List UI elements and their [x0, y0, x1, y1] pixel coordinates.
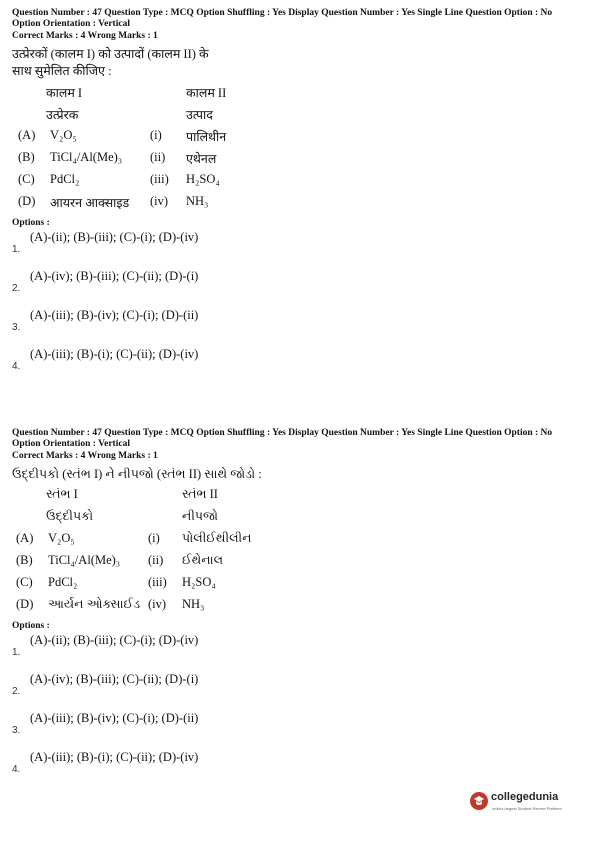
option-text: (A)-(iii); (B)-(i); (C)-(ii); (D)-(iv): [30, 347, 199, 361]
option-2[interactable]: [12, 670, 583, 709]
option-1[interactable]: [12, 631, 583, 670]
option-text: (A)-(iii); (B)-(i); (C)-(ii); (D)-(iv): [30, 750, 199, 764]
column-1-subtitle: ઉદ્દીપકો: [46, 509, 94, 523]
row-catalyst: TiCl₄/Al(Me)₃: [48, 553, 121, 567]
row-label: (D): [18, 194, 36, 208]
question-block-hindi: [12, 8, 583, 384]
row-label: (D): [16, 597, 34, 611]
row-label: (A): [18, 128, 36, 142]
row-roman-label: (i): [150, 128, 162, 142]
options-list: [12, 631, 583, 787]
question-text-line-1: उत्प्रेरकों (कालम I) को उत्पादों (कालम II) के: [12, 47, 209, 61]
option-number: 4.: [12, 764, 21, 775]
option-1[interactable]: [12, 228, 583, 267]
row-product: H₂SO₄: [186, 172, 220, 186]
collegedunia-logo-icon: [469, 791, 489, 811]
question-text: [12, 46, 583, 80]
option-number: 2.: [12, 686, 21, 697]
column-2-subtitle: उत्पाद: [186, 108, 213, 122]
row-label: (B): [16, 553, 33, 567]
option-text: (A)-(iv); (B)-(iii); (C)-(ii); (D)-(i): [30, 672, 199, 686]
row-product: NH₃: [182, 597, 205, 611]
row-product: NH₃: [186, 194, 209, 208]
match-table-last-row: [12, 194, 583, 214]
row-label: (C): [16, 575, 33, 589]
match-table: [12, 82, 583, 194]
match-table: [12, 485, 583, 597]
options-label: Options :: [12, 621, 50, 631]
option-number: 4.: [12, 361, 21, 372]
question-block-gujarati: [12, 428, 583, 787]
question-meta: Question Number : 47 Question Type : MCQ Option Shuffling : Yes Display Question Number : Yes Single Line Question Option : No Option Orientation : Vertical: [12, 8, 553, 29]
option-number: 3.: [12, 725, 21, 736]
column-2-title: સ્તંભ II: [182, 487, 218, 501]
row-product: पालिथीन: [186, 130, 227, 144]
row-roman-label: (i): [148, 531, 160, 545]
row-product: H₂SO₄: [182, 575, 216, 589]
row-catalyst: आयरन आक्साइड: [50, 196, 130, 210]
option-number: 3.: [12, 322, 21, 333]
options-label: Options :: [12, 218, 50, 228]
row-product: ઈથેનાલ: [182, 553, 224, 567]
question-text-line-1: ઉદ્દીપકો (સ્તંભ I) ને નીપજો (સ્તંભ II) સાથે જોડો :: [12, 467, 262, 481]
question-text: [12, 466, 583, 483]
question-marks: Correct Marks : 4 Wrong Marks : 1: [12, 451, 158, 461]
row-roman-label: (iv): [150, 194, 169, 208]
row-catalyst: PdCl₂: [50, 172, 80, 186]
option-text: (A)-(iv); (B)-(iii); (C)-(ii); (D)-(i): [30, 269, 199, 283]
option-2[interactable]: [12, 267, 583, 306]
row-roman-label: (iii): [150, 172, 169, 186]
option-text: (A)-(iii); (B)-(iv); (C)-(i); (D)-(ii): [30, 308, 199, 322]
row-product: एथेनल: [186, 152, 217, 166]
column-1-title: સ્તંભ I: [46, 487, 78, 501]
options-list: [12, 228, 583, 384]
row-label: (A): [16, 531, 34, 545]
option-4[interactable]: [12, 345, 583, 384]
question-meta: Question Number : 47 Question Type : MCQ Option Shuffling : Yes Display Question Number : Yes Single Line Question Option : No Option Orientation : Vertical: [12, 428, 553, 449]
option-number: 1.: [12, 244, 21, 255]
option-text: (A)-(ii); (B)-(iii); (C)-(i); (D)-(iv): [30, 230, 199, 244]
column-2-title: कालम II: [186, 86, 227, 100]
row-label: (C): [18, 172, 35, 186]
option-3[interactable]: [12, 306, 583, 345]
row-product: પોલીઈથીલીન: [182, 531, 252, 545]
option-3[interactable]: [12, 709, 583, 748]
column-1-subtitle: उत्प्रेरक: [46, 108, 79, 122]
row-roman-label: (ii): [148, 553, 164, 567]
question-text-line-2: साथ सुमेलित कीजिए :: [12, 64, 112, 78]
collegedunia-logo: [469, 788, 581, 822]
column-2-subtitle: નીપજો: [182, 509, 218, 523]
row-label: (B): [18, 150, 35, 164]
logo-name: collegedunia: [491, 791, 559, 803]
row-catalyst: V₂O₅: [48, 531, 75, 545]
row-catalyst: આર્યન ઓક્સાઈડ: [48, 597, 141, 611]
match-table-last-row: [12, 597, 583, 617]
option-text: (A)-(ii); (B)-(iii); (C)-(i); (D)-(iv): [30, 633, 199, 647]
row-catalyst: V₂O₅: [50, 128, 77, 142]
option-number: 2.: [12, 283, 21, 294]
option-text: (A)-(iii); (B)-(iv); (C)-(i); (D)-(ii): [30, 711, 199, 725]
row-roman-label: (iv): [148, 597, 167, 611]
option-4[interactable]: [12, 748, 583, 787]
row-catalyst: TiCl₄/Al(Me)₃: [50, 150, 123, 164]
column-1-title: कालम I: [46, 86, 83, 100]
row-catalyst: PdCl₂: [48, 575, 78, 589]
question-marks: Correct Marks : 4 Wrong Marks : 1: [12, 31, 158, 41]
option-number: 1.: [12, 647, 21, 658]
row-roman-label: (ii): [150, 150, 166, 164]
row-roman-label: (iii): [148, 575, 167, 589]
logo-tagline: India's largest Student Review Platform: [492, 806, 562, 811]
